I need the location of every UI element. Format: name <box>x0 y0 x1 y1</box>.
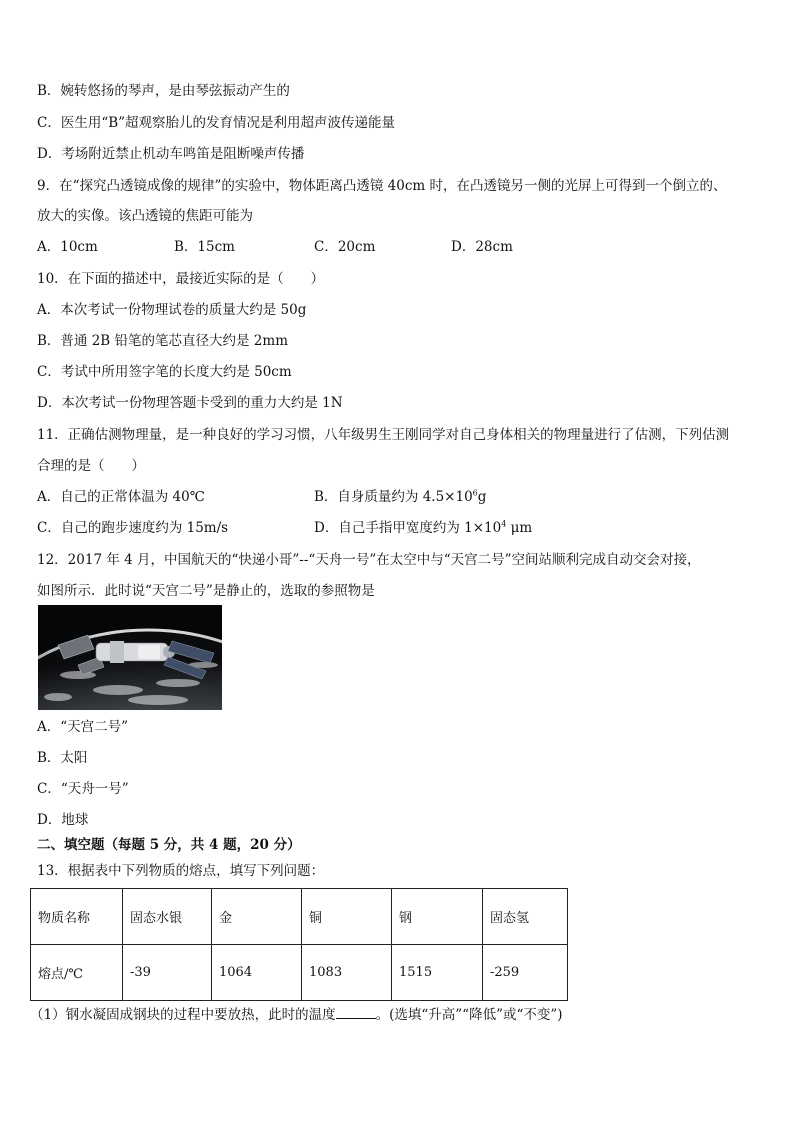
table-cell: -39 <box>123 945 212 1001</box>
table-row <box>31 945 568 1001</box>
table-cell: 固态水银 <box>123 889 212 945</box>
q10-option-c: C．考试中所用签字笔的长度大约是 50cm <box>37 364 292 380</box>
q10-option-b: B．普通 2B 铅笔的笔芯直径大约是 2mm <box>37 333 288 349</box>
table-cell: 物质名称 <box>31 889 123 945</box>
q11-option-d <box>314 519 532 537</box>
table-cell: 1515 <box>392 945 483 1001</box>
q9-option-c: C．20cm <box>314 239 376 255</box>
table-row <box>31 889 568 945</box>
space-station-illustration <box>38 605 222 710</box>
table-cell: 1083 <box>302 945 392 1001</box>
melting-point-table <box>30 888 568 1001</box>
q11-option-a: A．自己的正常体温为 40℃ <box>37 489 205 505</box>
q11-options-row2 <box>37 519 757 537</box>
q11-option-d-unit: μm <box>506 520 533 536</box>
q13-sub1-choices: 。(选填“升高”“降低”或“不变”) <box>375 1007 563 1023</box>
q11-option-c: C．自己的跑步速度约为 15m/s <box>37 520 229 536</box>
q11-stem-line2: 合理的是（ ） <box>37 458 145 474</box>
table-cell: 熔点/℃ <box>31 945 123 1001</box>
q11-option-b-exponent: 6 <box>472 488 478 498</box>
section-heading-fill-in: 二、填空题（每题 5 分，共 4 题，20 分） <box>37 837 301 853</box>
q12-option-d: D．地球 <box>37 812 89 828</box>
q10-option-d: D．本次考试一份物理答题卡受到的重力大约是 1N <box>37 395 343 411</box>
q12-stem-line1: 12．2017 年 4 月，中国航天的“快递小哥”--“天舟一号”在太空中与“天宫二号”空间站顺利完成自动交会对接， <box>37 552 701 568</box>
q11-options-row1 <box>37 488 757 506</box>
q9-stem-line2: 放大的实像。该凸透镜的焦距可能为 <box>37 208 253 224</box>
q12-stem-line2: 如图所示．此时说“天宫二号”是静止的，选取的参照物是 <box>37 583 375 599</box>
q11-option-b-unit: g <box>477 489 487 505</box>
q10-stem: 10．在下面的描述中，最接近实际的是（ ） <box>37 271 325 287</box>
q12-option-b: B．太阳 <box>37 750 88 766</box>
table-cell: 固态氢 <box>483 889 568 945</box>
q11-option-b-text: B．自身质量约为 4.5×10 <box>314 489 473 505</box>
q13-sub1-text: （1）钢水凝固成钢块的过程中要放热，此时的温度 <box>30 1007 336 1023</box>
q9-stem-line1: 9．在“探究凸透镜成像的规律”的实验中，物体距离凸透镜 40cm 时，在凸透镜另一侧的光屏上可得到一个倒立的、 <box>37 178 727 194</box>
q8-option-b: B．婉转悠扬的琴声，是由琴弦振动产生的 <box>37 83 290 99</box>
q13-subquestion-1 <box>30 1006 563 1024</box>
table-cell: 金 <box>212 889 302 945</box>
q11-stem-line1: 11．正确估测物理量，是一种良好的学习习惯，八年级男生王刚同学对自己身体相关的物理量进行了估测，下列估测 <box>37 427 730 443</box>
table-cell: 钢 <box>392 889 483 945</box>
table-cell: 铜 <box>302 889 392 945</box>
q11-option-d-exponent: 4 <box>501 519 507 529</box>
q11-option-b <box>314 488 486 506</box>
space-station-photo <box>38 605 222 710</box>
q9-option-a: A．10cm <box>37 239 98 255</box>
answer-blank[interactable] <box>336 1006 376 1019</box>
q12-option-c: C．“天舟一号” <box>37 781 129 797</box>
q13-stem: 13．根据表中下列物质的熔点，填写下列问题： <box>37 863 325 879</box>
table-cell: 1064 <box>212 945 302 1001</box>
table-cell: -259 <box>483 945 568 1001</box>
q12-option-a: A．“天宫二号” <box>37 719 129 735</box>
q9-option-b: B．15cm <box>174 239 235 255</box>
q8-option-c: C．医生用“B”超观察胎儿的发育情况是利用超声波传递能量 <box>37 115 396 131</box>
q9-options <box>37 238 757 256</box>
q11-option-d-text: D．自己手指甲宽度约为 1×10 <box>314 520 502 536</box>
q8-option-d: D．考场附近禁止机动车鸣笛是阻断噪声传播 <box>37 146 305 162</box>
q10-option-a: A．本次考试一份物理试卷的质量大约是 50g <box>37 302 307 318</box>
q9-option-d: D．28cm <box>451 239 513 255</box>
